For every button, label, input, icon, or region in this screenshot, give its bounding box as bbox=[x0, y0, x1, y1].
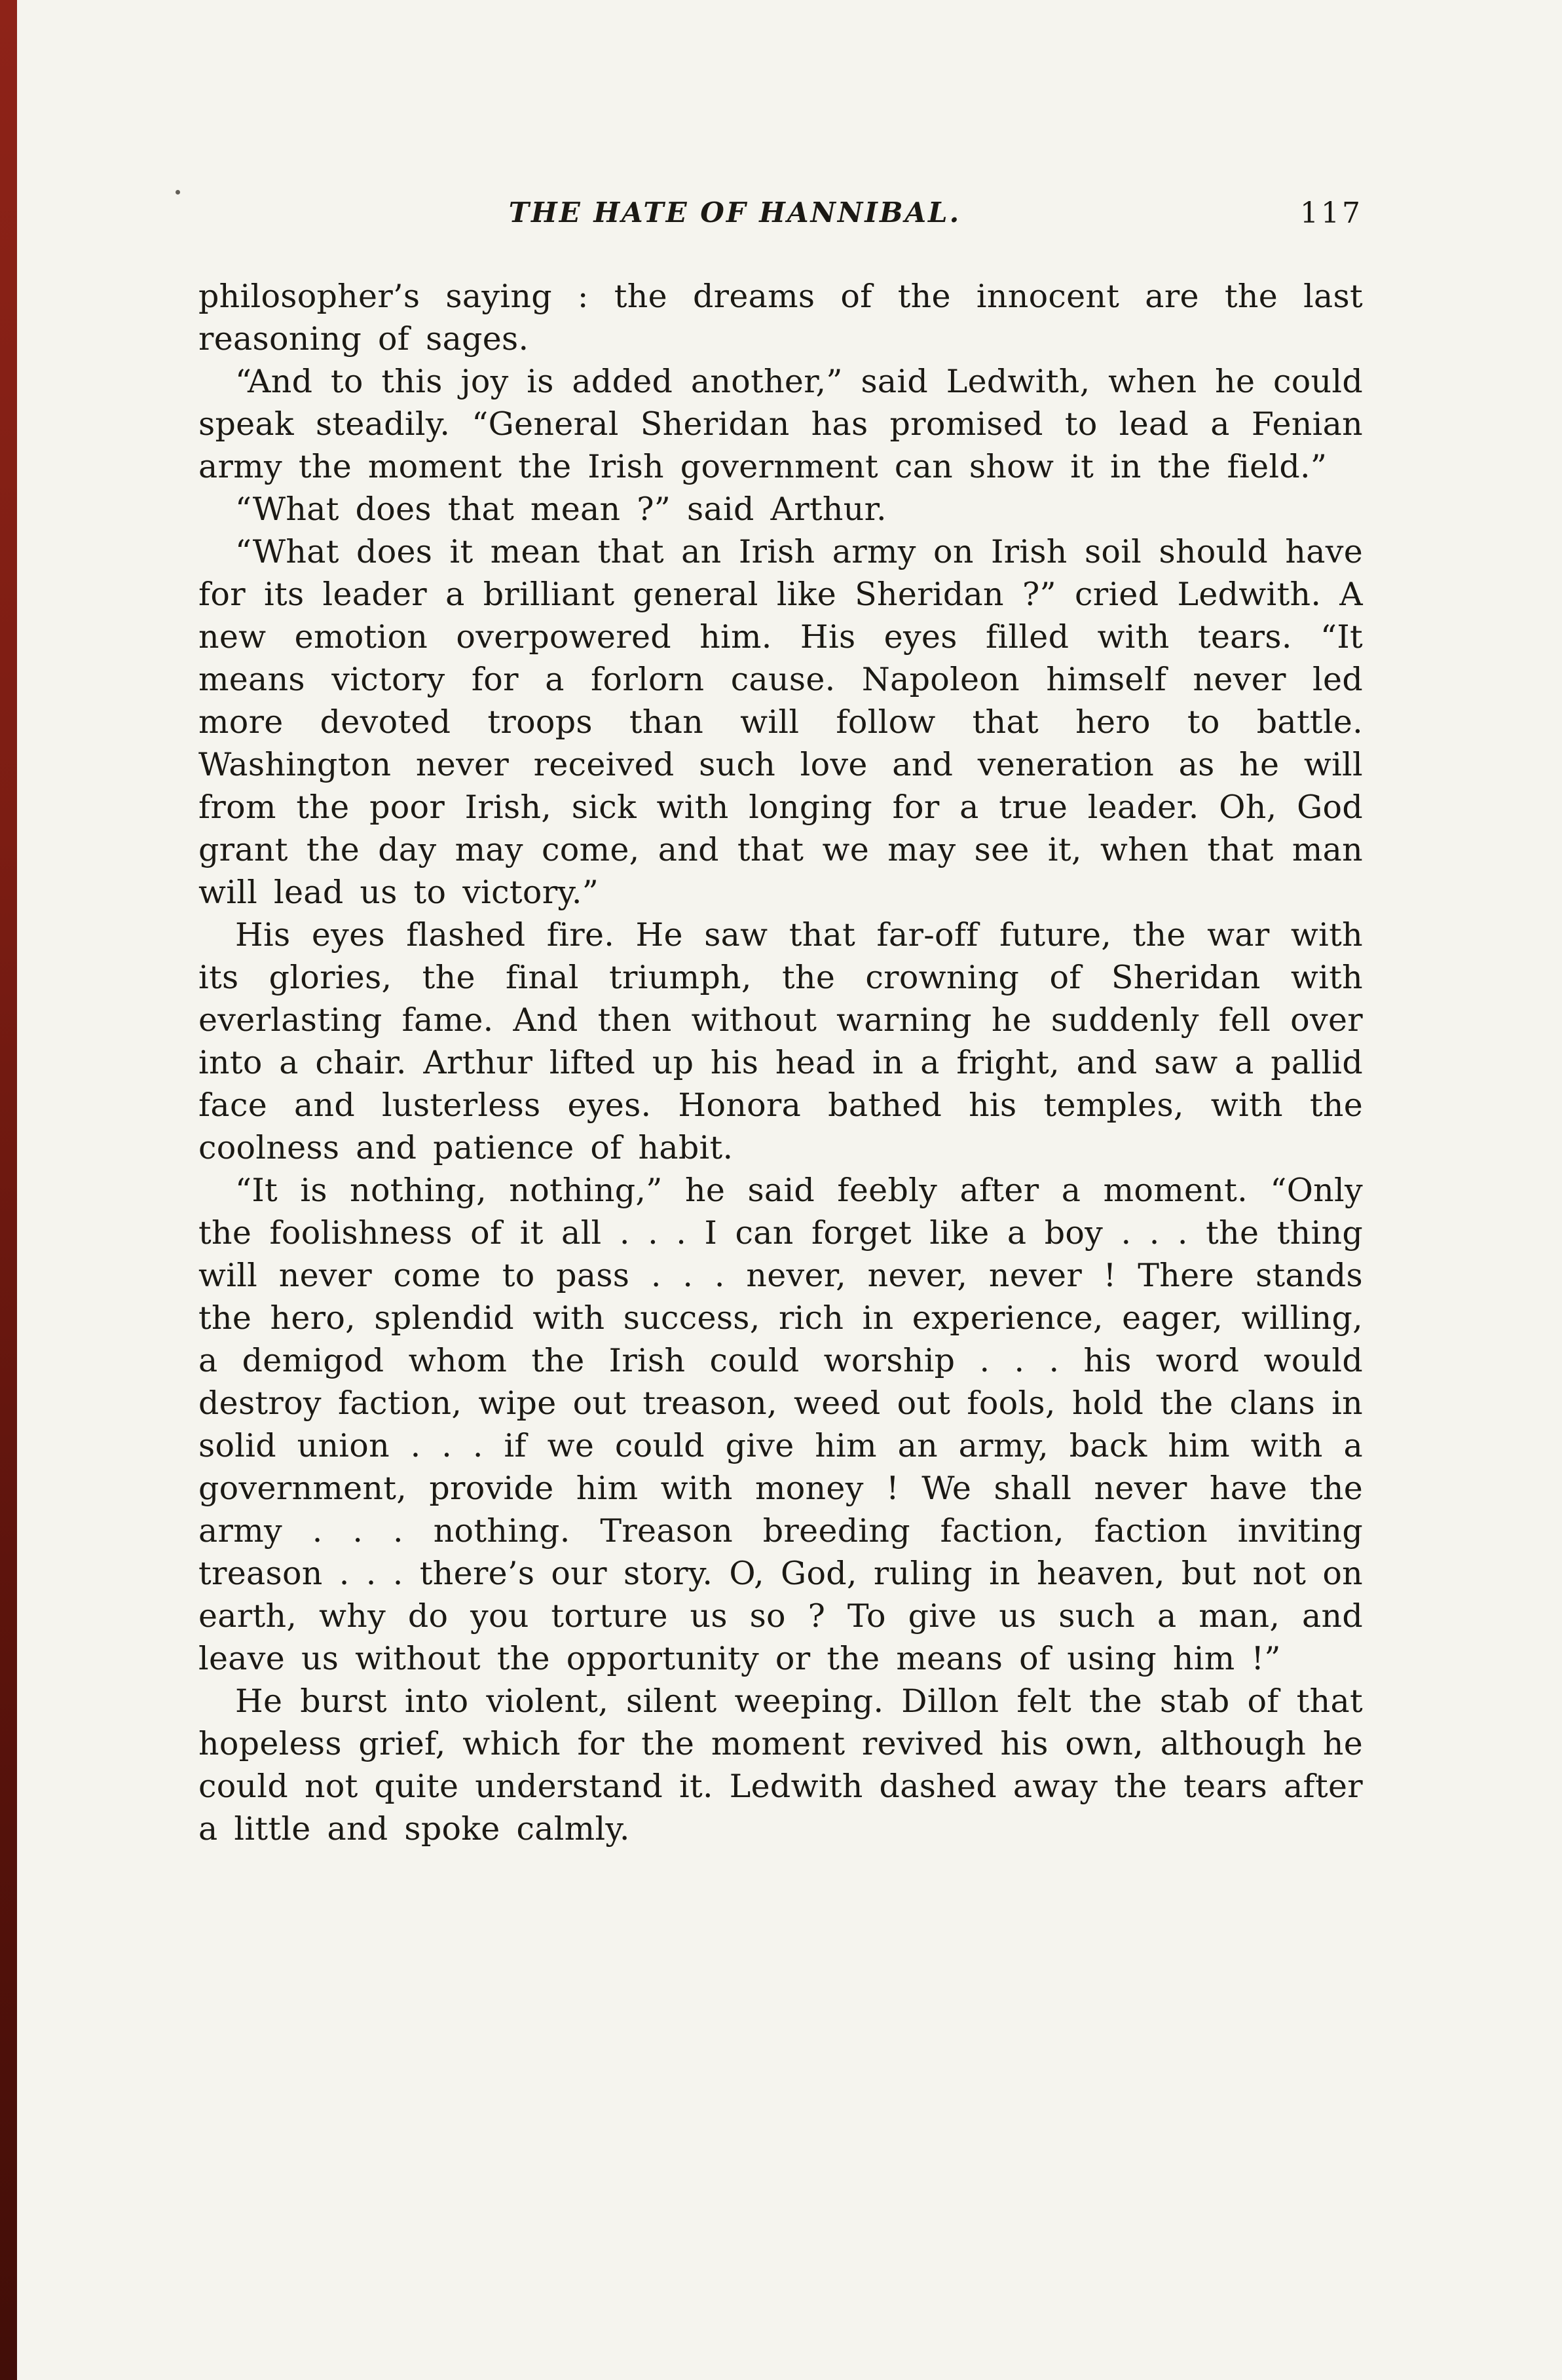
scan-artifact-dot bbox=[176, 190, 180, 195]
paragraph: He burst into violent, silent weeping. Dillon felt the stab of that hopeless grief, which for the moment revived his own, although he could not quite understand it. Ledwith dashed away the tears after a little and spoke calmly. bbox=[198, 1683, 1363, 1848]
book-spine-edge bbox=[0, 0, 17, 2380]
paragraph: philosopher’s saying : the dreams of the innocent are the last reasoning of sages. bbox=[198, 278, 1363, 358]
running-header-title: THE HATE OF HANNIBAL. bbox=[508, 196, 961, 229]
paragraph: “And to this joy is added another,” said Ledwith, when he could speak steadily. “General Sheridan has promised to lead a Fenian army the moment the Irish government can show it in the field.” bbox=[198, 363, 1363, 485]
page-body bbox=[198, 275, 1363, 1850]
running-header bbox=[198, 196, 1363, 237]
book-page bbox=[198, 196, 1363, 1850]
paragraph: His eyes flashed fire. He saw that far-off future, the war with its glories, the final triumph, the crowning of Sheridan with everlasting fame. And then without warning he suddenly fell over into a chair. Arthur lifted up his head in a fright, and saw a pallid face and lusterless eyes. Honora bathed his temples, with the coolness and patience of habit. bbox=[198, 916, 1363, 1166]
paragraph: “It is nothing, nothing,” he said feebly after a moment. “Only the foolishness of it all . . . I can forget like a boy . . . the thing will never come to pass . . . never, never, never ! There stands the hero, splendid with success, rich in experience, eager, willing, a demigod whom the Irish could worship . . . his word would destroy faction, wipe out treason, weed out fools, hold the clans in solid union . . . if we could give him an army, back him with a government, provide him with money ! We shall never have the army . . . nothing. Treason breeding faction, faction inviting treason . . . there’s our story. O, God, ruling in heaven, but not on earth, why do you torture us so ? To give us such a man, and leave us without the opportunity or the means of using him !” bbox=[198, 1172, 1363, 1677]
page-number: 117 bbox=[1300, 196, 1363, 230]
paragraph: “What does that mean ?” said Arthur. bbox=[235, 491, 887, 528]
paragraph: “What does it mean that an Irish army on Irish soil should have for its leader a brilliant general like Sheridan ?” cried Ledwith. A new emotion overpowered him. His eyes filled with tears. “It means victory for a forlorn cause. Napoleon himself never led more devoted troops than will follow that hero to battle. Washington never received such love and veneration as he will from the poor Irish, sick with longing for a true leader. Oh, God grant the day may come, and that we may see it, when that man will lead us to victory.” bbox=[198, 533, 1363, 911]
